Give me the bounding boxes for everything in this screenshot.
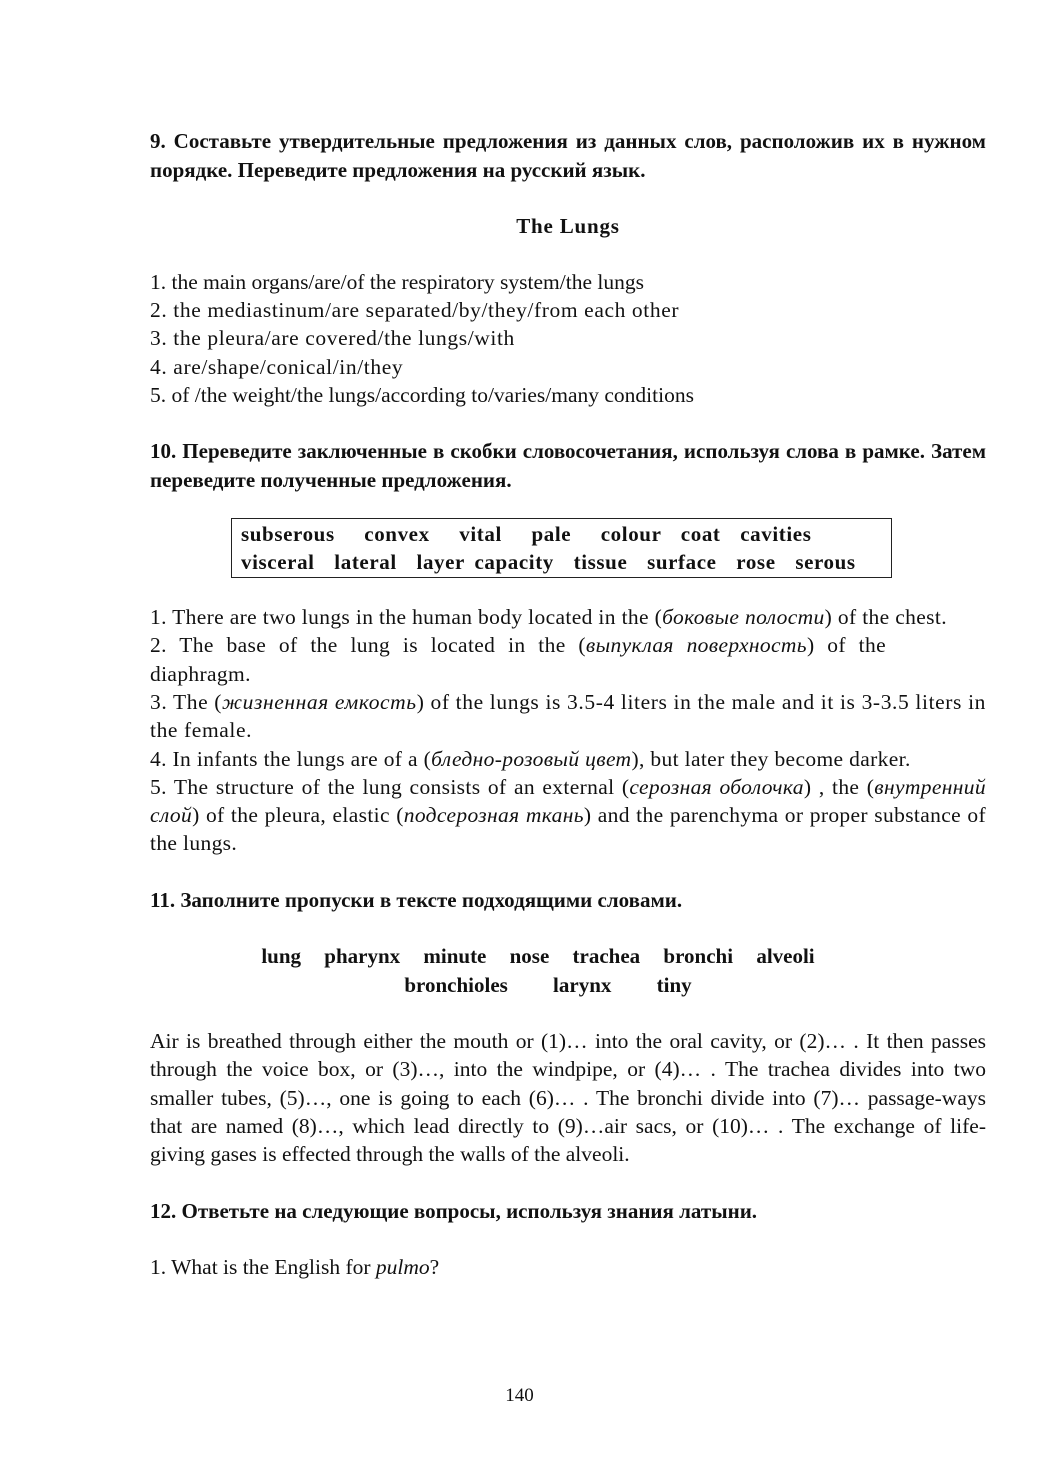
exercise-9-title: The Lungs <box>516 214 620 238</box>
sentence-text: ) of the lungs is 3.5-4 liters in the male and it is 3-3.5 liters in the female. <box>150 689 986 743</box>
sentence-2 <box>150 631 986 688</box>
question-1 <box>150 1253 986 1281</box>
italic-phrase: боковые полости <box>662 605 825 630</box>
italic-phrase: внутренний слой <box>150 774 986 828</box>
exercise-9-list <box>150 268 986 409</box>
exercise-11-text: Air is breathed through either the mouth or (1)… into the oral cavity, or (2)… . It then passes through the voice box, or (3)…, into the windpipe, or (4)… . The trachea divides into two smaller tubes, (5)…, one is going to each (6)… . The bronchi divide into (7)… passage-ways that are named (8)…, which lead directly to (9)…air sacs, or (10)… . The exchange of life-giving gases is effected through the walls of the alveoli. <box>150 1029 986 1167</box>
exercise-11-heading: 11. Заполните пропуски в тексте подходящими словами. <box>150 887 683 912</box>
sentence-text: ) , the ( <box>803 774 875 799</box>
question-text: 1. What is the English for <box>150 1255 376 1280</box>
sentence-text: ), but later they become darker. <box>631 746 911 771</box>
sentence-5 <box>150 773 986 858</box>
word-box <box>231 518 892 578</box>
sentence-text: 5. The structure of the lung consists of an external ( <box>150 774 630 799</box>
list-item: 5. of /the weight/the lungs/according to/varies/many conditions <box>150 382 694 407</box>
page-content <box>150 127 986 1281</box>
sentence-4 <box>150 745 986 773</box>
question-text: ? <box>429 1255 440 1280</box>
word-box-line: subserous convex vital pale colour coat cavities <box>241 522 812 547</box>
sentence-text: ) of the pleura, elastic ( <box>192 803 404 828</box>
sentence-text: ) of the chest. <box>824 605 947 630</box>
exercise-12-heading: 12. Ответьте на следующие вопросы, используя знания латыни. <box>150 1198 758 1223</box>
word-box-line: visceral lateral layer capacity tissue surface rose serous <box>241 550 856 575</box>
italic-phrase: pulmo <box>375 1255 430 1280</box>
sentence-text: ) of the diaphragm. <box>150 633 886 686</box>
sentence-text: 1. There are two lungs in the human body located in the ( <box>150 605 663 630</box>
italic-phrase: серозная оболочка <box>629 774 804 799</box>
italic-phrase: выпуклая поверхность <box>585 633 807 658</box>
list-item: 3. the pleura/are covered/the lungs/with <box>150 326 515 351</box>
italic-phrase: жизненная емкость <box>222 689 417 714</box>
exercise-10-heading: 10. Переведите заключенные в скобки словосочетания, используя слова в рамке. Затем переведите полученные предложения. <box>150 439 986 492</box>
list-item: 2. the mediastinum/are separated/by/they/from each other <box>150 298 680 323</box>
sentence-text: 2. The base of the lung is located in the ( <box>150 633 586 658</box>
sentence-text: ) and the parenchyma or proper substance of the lungs. <box>150 803 986 856</box>
italic-phrase: бледно-розовый цвет <box>431 746 632 771</box>
exercise-9-heading: 9. Составьте утвердительные предложения из данных слов, расположив их в нужном порядке. Переведите предложения на русский язык. <box>150 129 986 182</box>
word-bank-line: lung pharynx minute nose trachea bronchi alveoli <box>261 944 815 969</box>
list-item: 4. are/shape/conical/in/they <box>150 354 404 379</box>
page-number: 140 <box>505 1385 534 1406</box>
word-bank-line: bronchioles larynx tiny <box>404 972 692 997</box>
sentence-3 <box>150 688 986 745</box>
list-item: 1. the main organs/are/of the respiratory system/the lungs <box>150 270 644 294</box>
sentence-text: 3. The ( <box>150 689 223 714</box>
sentence-text: 4. In infants the lungs are of a ( <box>150 746 432 771</box>
italic-phrase: подсерозная ткань <box>403 803 584 828</box>
sentence-1 <box>150 603 986 631</box>
